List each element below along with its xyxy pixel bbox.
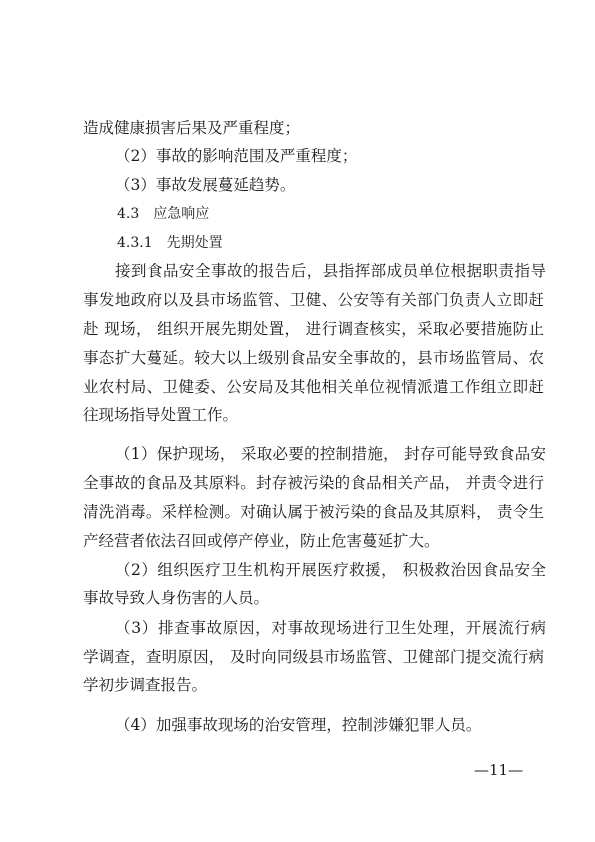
paragraph-line: （1）保护现场， 采取必要的控制措施， 封存可能导致食品安: [115, 445, 546, 463]
paragraph-line: 全事故的食品及其原料。封存被污染的食品相关产品， 并责令进行: [83, 474, 544, 492]
paragraph-line: （3）排查事故原因，对事故现场进行卫生处理，开展流行病: [115, 619, 546, 637]
paragraph-line: 接到食品安全事故的报告后，县指挥部成员单位根据职责指导: [115, 262, 546, 280]
paragraph-line: 产经营者依法召回或停产停业，防止危害蔓延扩大。: [83, 532, 440, 550]
paragraph-line: 造成健康损害后果及严重程度；: [83, 119, 301, 137]
paragraph-line: （4）加强事故现场的治安管理，控制涉嫌犯罪人员。: [115, 716, 482, 734]
paragraph-line: 事发地政府以及县市场监管、卫健、公安等有关部门负责人立即赶: [83, 291, 544, 309]
paragraph-line: 学调查，查明原因， 及时向同级县市场监管、卫健部门提交流行病: [83, 648, 544, 666]
paragraph-line: 业农村局、卫健委、公安局及其他相关单位视情派遣工作组立即赶: [83, 378, 544, 396]
list-item: （3）事故发展蔓延趋势。: [115, 176, 296, 194]
paragraph-line: 清洗消毒。采样检测。对确认属于被污染的食品及其原料， 责令生: [83, 503, 544, 521]
list-item: （2）事故的影响范围及严重程度；: [115, 147, 358, 165]
page-number: —11—: [474, 761, 524, 779]
paragraph-line: 赴 现场， 组织开展先期处置， 进行调查核实，采取必要措施防止: [83, 320, 544, 338]
paragraph-line: （2）组织医疗卫生机构开展医疗救援， 积极救治因食品安全: [115, 561, 546, 579]
subsection-heading: 4.3.1 先期处置: [117, 235, 223, 251]
paragraph-line: 学初步调查报告。: [83, 676, 208, 694]
section-heading: 4.3 应急响应: [117, 206, 210, 222]
paragraph-line: 往现场指导处置工作。: [83, 406, 239, 424]
paragraph-line: 事态扩大蔓延。较大以上级别食品安全事故的，县市场监管局、农: [83, 349, 544, 367]
paragraph-line: 事故导致人身伤害的人员。: [83, 589, 270, 607]
